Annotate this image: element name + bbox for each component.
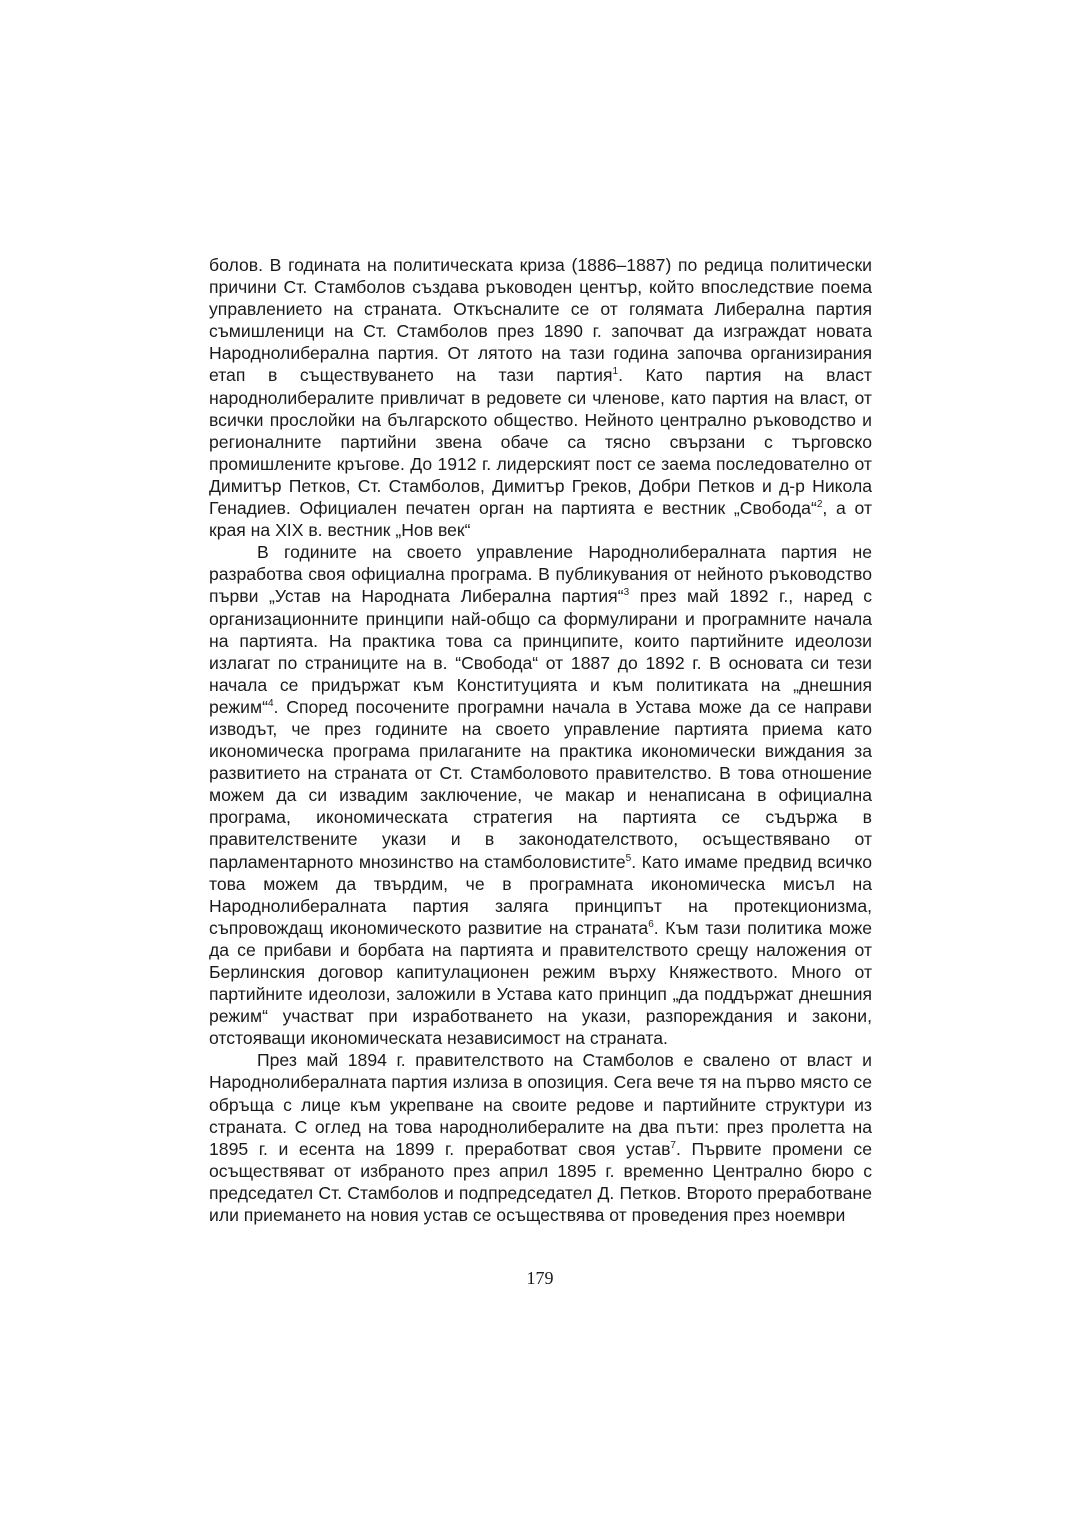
footnote-marker: 3 <box>623 587 630 599</box>
text-run: през май 1892 г., наред с организационните принципи най-общо са формулирани и програмните начала на партията. На практика това са принципите, които партийните идеолози излагат по страниците на в. “Свобода“ от 1887 до 1892 г. В основата си тези начала се придържат към Конституцията и към политиката на „днешния режим“ <box>209 586 872 717</box>
footnote-marker: 5 <box>625 852 632 864</box>
text-run: болов. В годината на политическата криза (1886–1887) по редица политически причини Ст. Стамболов създава ръководен център, който впоследствие поема управлението на страната. Откъсналите се от голямата Либерална партия съмишленици на Ст. Стамболов през 1890 г. започват да изграждат новата Народнолиберална партия. От лятото на тази година започва организирания етап в съществуването на тази партия <box>209 255 872 386</box>
text-run: През май 1894 г. правителството на Стамболов е свалено от власт и Народнолибералната партия излиза в опозиция. Сега вече тя на първо място се обръща с лице към укрепване на своите редове и партийните структури из страната. С оглед на това народнолибералите на два пъти: през пролетта на 1895 г. и есента на 1899 г. преработват своя устав <box>209 1050 872 1159</box>
footnote-marker: 2 <box>816 499 823 511</box>
paragraph <box>209 1049 872 1226</box>
text-run: . Като имаме предвид всичко това можем да твърдим, че в програмната икономическа мисъл на Народнолибералната партия заляга принципът на протекционизма, съпровождащ икономическото развитие на страната <box>209 851 872 938</box>
page-number: 179 <box>526 1268 554 1288</box>
text-run: В годините на своето управление Народнолибералната партия не разработва своя официална програма. В публикувания от нейното ръководство първи „Устав на Народната Либерална партия“ <box>209 542 872 607</box>
text-run: , а от края на XIX в. вестник „Нов век“ <box>209 498 872 541</box>
text-run: . Според посочените програмни начала в Устава може да се направи изводът, че през годините на своето управление партията приема като икономическа програма прилаганите на практика икономически виждания за развитието на страната от Ст. Стамболовото правителство. В това отношение можем да си извадим заключение, че макар и ненаписана в официална програма, икономическата стратегия на партията се съдържа в правителствените укази и в законодателството, осъществявано от парламентарното мнозинство на стамболовистите <box>209 696 872 872</box>
footnote-marker: 1 <box>612 366 619 378</box>
body-text <box>209 254 872 1226</box>
text-run: . Към тази политика може да се прибави и борбата на партията и правителството срещу наложения от Берлинския договор капитулационен режим върху Княжеството. Много от партийните идеолози, заложили в Устава като принцип „да поддържат днешния режим“ участват при изработването на укази, разпореждания и закони, отстояващи икономическата независимост на страната. <box>209 917 873 1049</box>
footnote-marker: 7 <box>670 1139 676 1151</box>
footnote-marker: 4 <box>267 698 274 710</box>
footnote-marker: 6 <box>648 918 654 930</box>
text-run: . Първите промени се осъществяват от избраното през април 1895 г. временно Централно бюро с председател Ст. Стамболов и подпредседател Д. Петков. Второто преработване или приемането на новия устав се осъществява от проведения през ноември <box>209 1138 872 1226</box>
paragraph <box>209 541 872 1049</box>
paragraph <box>209 254 872 541</box>
text-run: . Като партия на власт народнолибералите привличат в редовете си членове, като партия на власт, от всички прослойки на българското общество. Нейното централно ръководство и регионалните партийни звена обаче са тясно свързани с търговско промишлените кръгове. До 1912 г. лидерският пост се заема последователно от Димитър Петков, Ст. Стамболов, Димитър Греков, Добри Петков и д-р Никола Генадиев. Официален печатен орган на партията е вестник „Свобода“ <box>209 365 872 519</box>
